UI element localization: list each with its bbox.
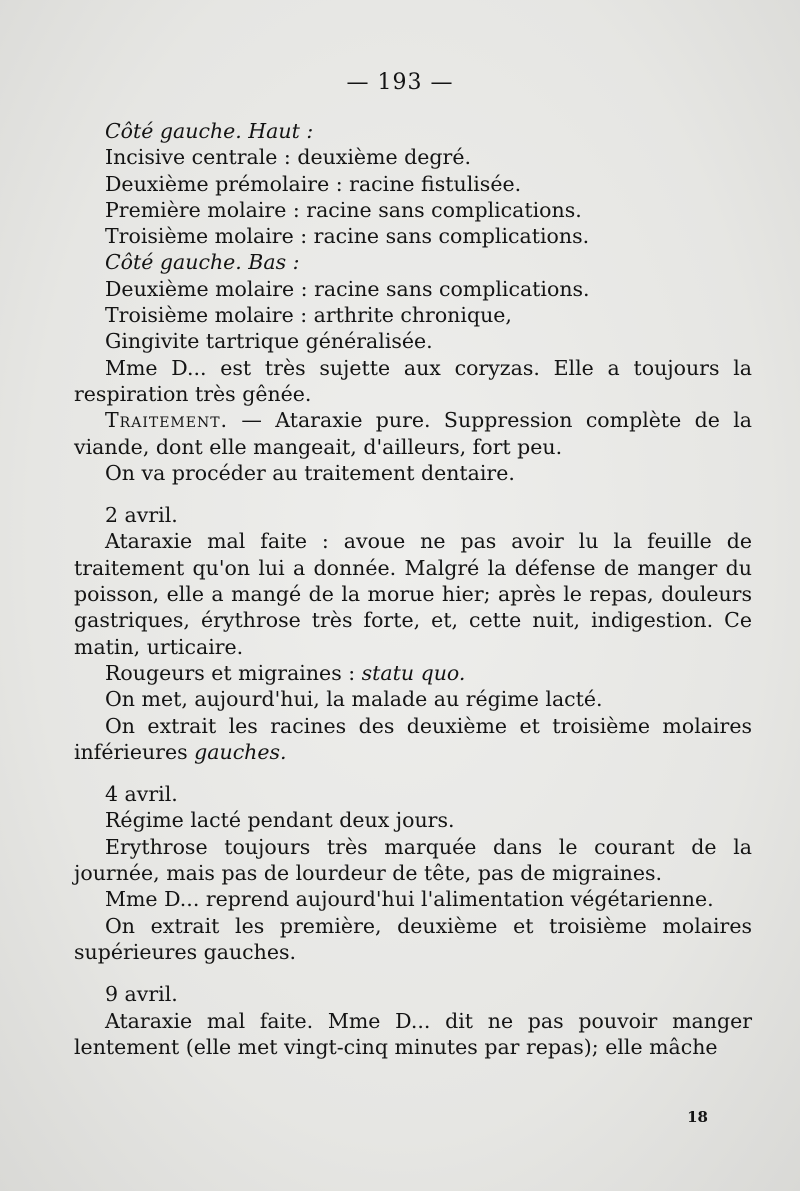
date-heading: 2 avril. (105, 503, 178, 528)
paragraph: Erythrose toujours très marquée dans le courant de la journée, mais pas de lourdeur de tête, pas de migraines. (74, 834, 752, 886)
paragraph: Troisième molaire : racine sans complications. (105, 224, 590, 249)
signature-mark: 18 (687, 1108, 708, 1126)
paragraph: Deuxième molaire : racine sans complications. (105, 276, 590, 301)
paragraph: On met, aujourd'hui, la malade au régime lacté. (105, 687, 603, 712)
treatment-label: Traitement. (105, 408, 229, 433)
section-heading-lower-left: Côté gauche. Bas : (105, 250, 300, 275)
paragraph: Deuxième prémolaire : racine fistulisée. (105, 171, 522, 196)
page-number: — 193 — (346, 70, 454, 95)
paragraph: Mme D... est très sujette aux coryzas. Elle a toujours la respiration très gênée. (74, 355, 752, 406)
paragraph-text: On extrait les racines des deuxième et troisième molaires inférieures (74, 713, 752, 764)
treatment-text: — Ataraxie pure. Suppression complète de la viande, dont elle mangeait, d'ailleurs, fort peu. (74, 408, 752, 459)
date-heading: 4 avril. (105, 782, 178, 807)
page-body (74, 118, 752, 1060)
paragraph: On va procéder au traitement dentaire. (105, 460, 515, 485)
paragraph: Incisive centrale : deuxième degré. (105, 145, 471, 170)
paragraph: Troisième molaire : arthrite chronique, (105, 303, 512, 328)
paragraph: Régime lacté pendant deux jours. (105, 808, 455, 833)
paragraph: Gingivite tartrique généralisée. (105, 329, 433, 354)
paragraph (74, 660, 752, 686)
paragraph-emphasis: statu quo. (361, 660, 466, 685)
paragraph: On extrait les première, deuxième et troisième molaires supérieures gauches. (74, 913, 752, 964)
treatment-paragraph (74, 407, 752, 460)
paragraph (74, 713, 752, 766)
section-heading-upper-left: Côté gauche. Haut : (105, 119, 314, 143)
paragraph-emphasis: gauches. (194, 739, 287, 764)
paragraph: Mme D... reprend aujourd'hui l'alimentation végétarienne. (105, 887, 714, 912)
paragraph-text: Rougeurs et migraines : (105, 660, 362, 685)
paragraph: Ataraxie mal faite. Mme D... dit ne pas pouvoir manger lentement (elle met vingt-cinq minutes par repas); elle mâche (74, 1008, 752, 1059)
paragraph: Ataraxie mal faite : avoue ne pas avoir lu la feuille de traitement qu'on lui a donnée. Malgré la défense de manger du poisson, elle a mangé de la morue hier; après le repas, douleurs gastriques, érythrose très forte, et, cette nuit, indigestion. Ce matin, urticaire. (74, 529, 752, 659)
paragraph: Première molaire : racine sans complications. (105, 197, 582, 222)
date-heading: 9 avril. (105, 982, 178, 1007)
